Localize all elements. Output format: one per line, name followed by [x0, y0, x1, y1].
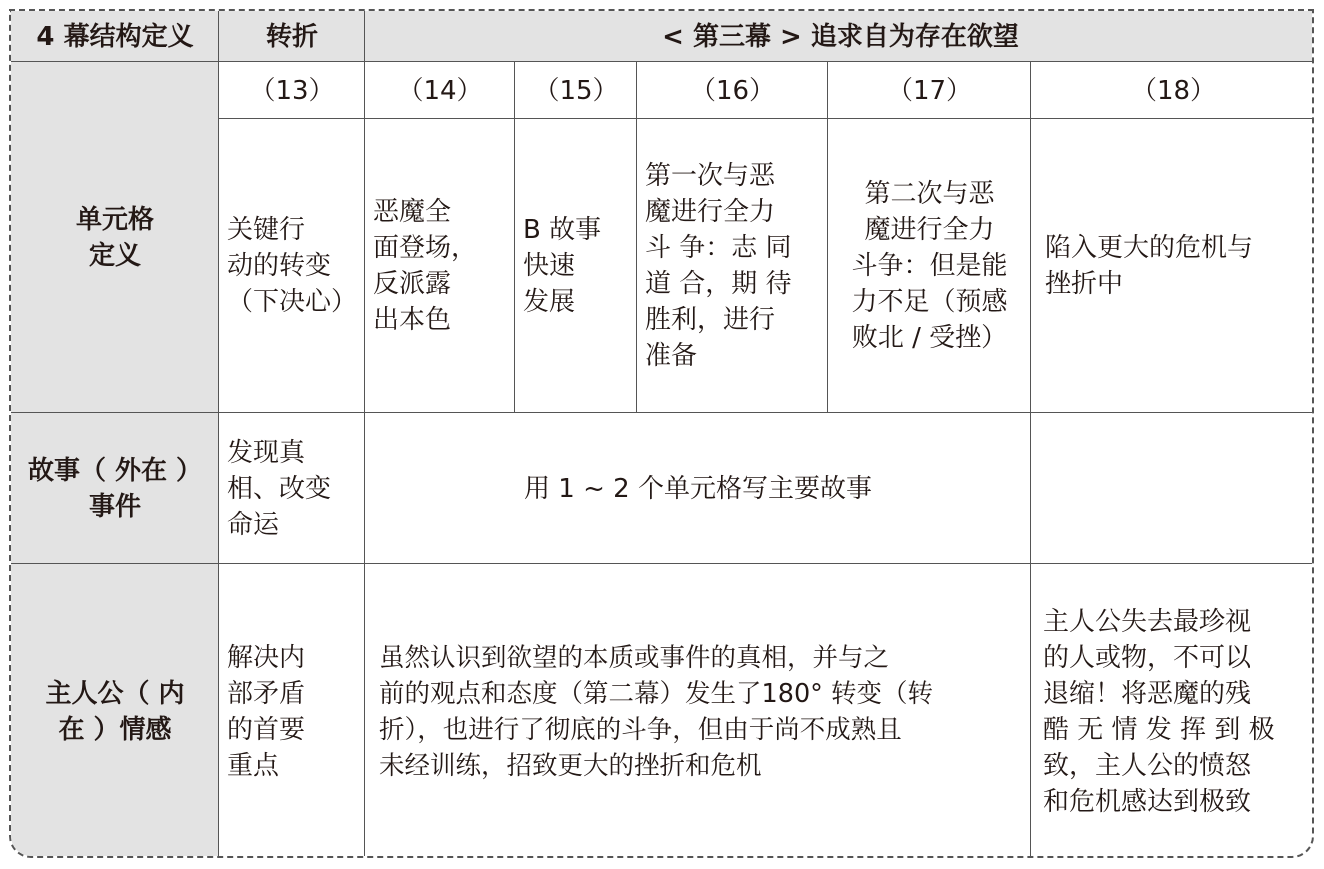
unit-cell-text: 恶魔全 面登场， 反派露 出本色 [373, 197, 478, 335]
emotion-main-text: 虽然认识到欲望的本质或事件的真相，并与之 前的观点和态度（第二幕）发生了180° 转变（转 折），也进行了彻底的斗争，但由于尚不成熟且 未经训练，招致更大的挫折和危机 [379, 643, 934, 781]
grid-line [218, 11, 219, 858]
unit-cell-text: 第二次与恶 魔进行全力 斗争：但是能 力不足（预感 败北 / 受挫） [851, 179, 1008, 353]
row-label-unit-definition-text: 单元格 定义 [75, 204, 154, 271]
number-text: （15） [533, 75, 619, 106]
emotion-turn-text: 解决内 部矛盾 的首要 重点 [227, 643, 306, 781]
number-text: （14） [397, 75, 483, 106]
number-text: （16） [689, 75, 776, 106]
grid-line [11, 61, 1314, 62]
story-turn-text: 发现真 相、改变 命运 [227, 437, 332, 540]
grid-line [11, 563, 1314, 564]
grid-line [1030, 62, 1031, 858]
emotion-last-text: 主人公失去最珍视 的人或物，不可以 退缩！将恶魔的残 酷 无 情 发 挥 到 极 致，主人公的愤怒 和危机感达到极致 [1043, 607, 1275, 817]
header-act-three-text: < 第三幕 > 追求自为存在欲望 [662, 21, 1019, 52]
number-text: （18） [1130, 75, 1217, 106]
number-text: （17） [886, 75, 973, 106]
header-act-definition-text: 4 幕结构定义 [36, 21, 194, 52]
row-label-protagonist-emotion-text: 主人公（ 内 在 ）情感 [45, 679, 185, 745]
grid-line [219, 118, 1314, 119]
table-grid-lines [11, 11, 1312, 856]
act-structure-table [9, 9, 1314, 858]
header-turn-text: 转折 [265, 21, 318, 52]
unit-cell-text: 关键行 动的转变 （下决心） [227, 215, 358, 317]
unit-cell-text: 陷入更大的危机与 挫折中 [1045, 233, 1254, 299]
number-text: （13） [249, 75, 335, 106]
unit-cell-text: B 故事 快速 发展 [523, 215, 602, 317]
grid-line [827, 62, 828, 413]
grid-line [636, 62, 637, 413]
story-main-text: 用 1 ~ 2 个单元格写主要故事 [524, 473, 872, 504]
unit-cell-text: 第一次与恶 魔进行全力 斗 争：志 同 道 合，期 待 胜利，进行 准备 [645, 161, 792, 371]
grid-line [364, 11, 365, 858]
grid-line [11, 412, 1314, 413]
row-label-story-event-text: 故事（ 外在 ） 事件 [27, 455, 203, 522]
grid-line [514, 62, 515, 413]
